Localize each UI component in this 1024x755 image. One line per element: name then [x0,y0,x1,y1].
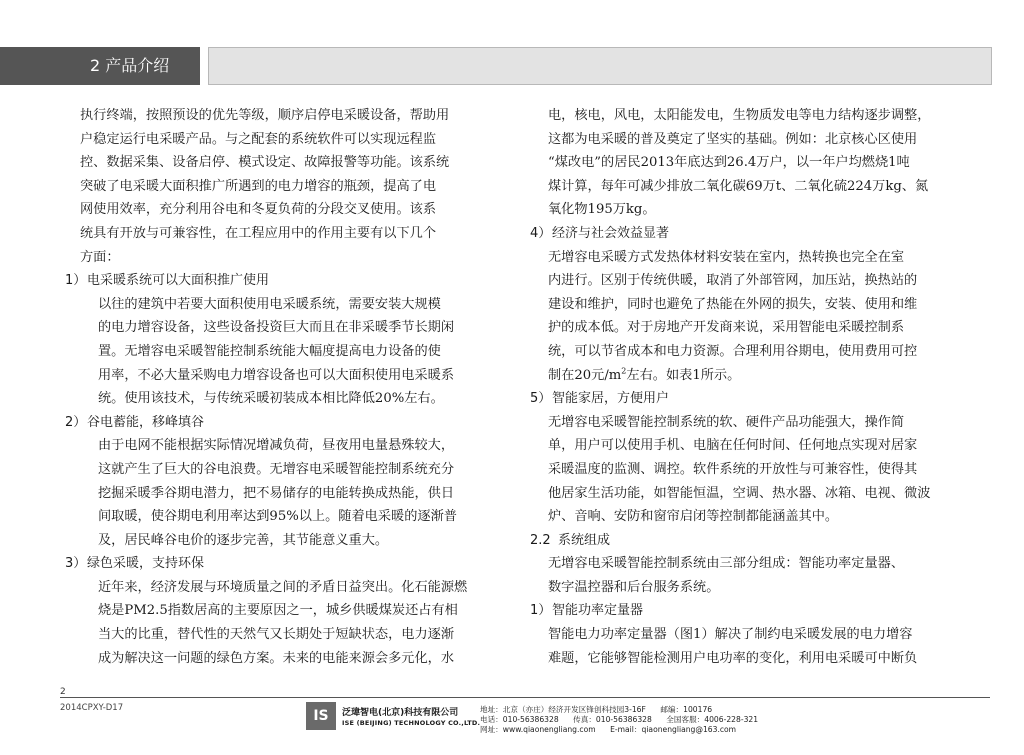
header-rule [208,47,992,85]
page-number: 2 [60,687,66,697]
text-line: 单，用户可以使用手机、电脑在任何时间、任何地点实现对居家 [548,438,918,454]
text-line: 间取暖，使谷期电利用率达到95%以上。随着电采暖的逐渐普 [98,509,457,525]
section-title: 2 产品介绍 [90,56,170,75]
text-line: 无增容电采暖方式发热体材料安装在室内，热转换也完全在室 [548,249,905,265]
text-line [530,364,944,388]
text-line: 烧是PM2.5指数居高的主要原因之一，城乡供暖煤炭还占有相 [98,603,458,619]
item-number: 1） [530,603,552,619]
contact-info [480,705,758,735]
item-2-body [80,434,494,552]
item-number: 1） [65,273,87,289]
footer-rule [60,697,990,698]
item-5-body [530,411,944,529]
text-line: 控、数据采集、设备启停、模式设定、故障报警等功能。该系统 [80,155,450,171]
text-line: 智能电力功率定量器（图1）解决了制约电采暖发展的电力增容 [548,627,913,643]
web-line: 网址：www.qiaonengliang.com E-mail：qiaonengliang@163.com [480,725,737,734]
text-line: 建设和维护，同时也避免了热能在外网的损失，安装、使用和维 [548,296,918,312]
text-line: 无增容电采暖智能控制系统的软、硬件产品功能强大，操作简 [548,414,905,430]
intro-paragraph [80,104,494,269]
section-2-2-body [530,552,944,599]
text-line: 执行终端，按照预设的优先等级，顺序启停电采暖设备，帮助用 [80,108,450,123]
item-title: 谷电蓄能，移峰填谷 [87,414,205,430]
text-line: 用率，不必大量采购电力增容设备也可以大面积使用电采暖系 [98,367,455,383]
item-title: 智能功率定量器 [552,603,644,619]
text-line: 近年来，经济发展与环境质量之间的矛盾日益突出。化石能源燃 [98,579,468,595]
text-line: 网使用效率，充分利用谷电和冬夏负荷的分段交叉使用。该系 [80,202,437,218]
text-line: 统。使用该技术，与传统采暖初装成本相比降低20%左右。 [98,391,444,407]
item-4-heading [530,222,944,246]
continued-paragraph [530,104,944,222]
text-line: 他居家生活功能，如智能恒温，空调、热水器、冰箱、电视、微波 [548,485,931,501]
text-line: 突破了电采暖大面积推广所遇到的电力增容的瓶颈，提高了电 [80,178,437,194]
address-line: 地址：北京（亦庄）经济开发区锋创科技园3-16F 邮编：100176 [480,705,713,714]
right-column [530,104,944,670]
text-line: “煤改电”的居民2013年底达到26.4万户，以一年户均燃烧1吨 [548,155,910,171]
text-line: 采暖温度的监测、调控。软件系统的开放性与可兼容性，使得其 [548,461,918,477]
item-title: 经济与社会效益显著 [552,225,670,241]
company-name-cn: 泛瑋智电(北京)科技有限公司 [342,708,459,718]
text-line: 氧化物195万kg。 [548,202,656,218]
sub-item-1-body [530,623,944,670]
sub-item-1-heading [530,599,944,623]
item-1-heading [65,269,494,293]
item-title: 绿色采暖，支持环保 [87,556,205,572]
text-line: 难题，它能够智能检测用户电功率的变化，利用电采暖可中断负 [548,650,918,666]
text-fragment: 制在20元/m [548,367,622,383]
document-code: 2014CPXY-D17 [60,703,124,713]
text-line: 这就产生了巨大的谷电浪费。无增容电采暖智能控制系统充分 [98,461,455,477]
text-line: 统具有开放与可兼容性，在工程应用中的作用主要有以下几个 [80,225,437,241]
text-line: 炉、音响、安防和窗帘启闭等控制都能涵盖其中。 [548,509,839,525]
company-name-en: ISE (BEIJING) TECHNOLOGY CO.,LTD. [342,719,481,727]
text-line: 煤计算，每年可减少排放二氧化碳69万t、二氧化硫224万kg、氮 [548,178,929,194]
item-number: 2） [65,414,87,430]
text-line: 方面： [80,249,120,265]
text-fragment: 左右。如表1所示。 [626,367,741,383]
text-line: 的电力增容设备，这些设备投资巨大而且在非采暖季节长期闲 [98,320,455,336]
text-line: 挖掘采暖季谷期电潜力，把不易储存的电能转换成热能，供日 [98,485,455,501]
text-line: 成为解决这一问题的绿色方案。未来的电能来源会多元化，水 [98,650,455,666]
text-line: 统，可以节省成本和电力资源。合理利用谷期电，使用费用可控 [548,343,918,359]
phone-line: 电话：010-56386328 传真：010-56386328 全国客服：4006-228-321 [480,715,759,724]
text-line: 这都为电采暖的普及奠定了坚实的基础。例如：北京核心区使用 [548,131,918,147]
text-line: 护的成本低。对于房地产开发商来说，采用智能电采暖控制系 [548,320,905,336]
item-3-body [80,576,494,670]
text-line: 以往的建筑中若要大面积使用电采暖系统，需要安装大规模 [98,296,441,312]
item-5-heading [530,387,944,411]
section-number: 2.2 [530,532,551,548]
left-column [65,104,494,670]
item-1-body [80,293,494,411]
text-line: 当大的比重，替代性的天然气又长期处于短缺状态，电力逐渐 [98,627,455,643]
text-line: 电，核电，风电，太阳能发电，生物质发电等电力结构逐步调整， [548,108,931,123]
superscript: 2 [621,366,627,376]
text-line: 无增容电采暖智能控制系统由三部分组成：智能功率定量器、 [548,556,905,572]
item-title: 电采暖系统可以大面积推广使用 [87,273,270,289]
text-line: 户稳定运行电采暖产品。与之配套的系统软件可以实现远程监 [80,131,437,147]
text-line: 内进行。区别于传统供暖，取消了外部管网，加压站，换热站的 [548,273,918,289]
item-3-heading [65,552,494,576]
text-line: 由于电网不能根据实际情况增减负荷，昼夜用电量悬殊较大， [98,438,455,454]
text-line: 及，居民峰谷电价的逐步完善，其节能意义重大。 [98,532,389,548]
item-number: 4） [530,225,552,241]
company-logo: IS [306,702,336,730]
section-title: 系统组成 [558,532,611,548]
item-number: 5） [530,391,552,407]
item-title: 智能家居，方便用户 [552,391,670,407]
text-line: 数字温控器和后台服务系统。 [548,579,720,595]
item-2-heading [65,411,494,435]
section-2-2-heading [530,529,944,553]
item-number: 3） [65,556,87,572]
item-4-body [530,246,944,388]
text-line: 置。无增容电采暖智能控制系统能大幅度提高电力设备的使 [98,343,441,359]
